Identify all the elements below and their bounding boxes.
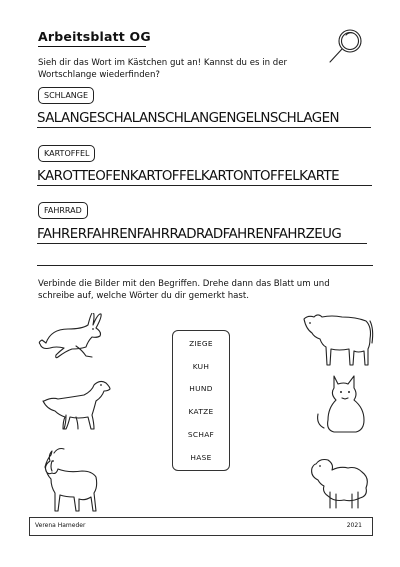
cat-drawing bbox=[314, 372, 370, 434]
sheep-drawing bbox=[310, 454, 372, 512]
word-snake-2: KAROTTEOFENKARTOFFELKARTONTOFFELKARTE bbox=[37, 169, 340, 184]
rabbit-drawing bbox=[36, 313, 106, 363]
instruction-find-word: Sieh dir das Wort im Kästchen gut an! Kannst du es in der Wortschlange wiederfinden? bbox=[38, 58, 288, 80]
snake-underline-3 bbox=[37, 243, 367, 244]
word-snake-3: FAHRERFAHRENFAHRRADRADFAHRENFAHRZEUG bbox=[37, 227, 342, 242]
word-katze[interactable]: KATZE bbox=[188, 407, 214, 416]
section-divider bbox=[37, 265, 373, 266]
snake-underline-2 bbox=[37, 185, 372, 186]
snake-underline-1 bbox=[37, 127, 371, 128]
footer-year: 2021 bbox=[346, 522, 362, 529]
cow-drawing bbox=[300, 311, 376, 369]
dog-drawing bbox=[40, 377, 112, 435]
footer-author: Verena Hameder bbox=[35, 522, 86, 529]
goat-drawing bbox=[40, 445, 106, 517]
word-box-kartoffel: KARTOFFEL bbox=[38, 145, 95, 162]
word-schaf[interactable]: SCHAF bbox=[187, 430, 215, 439]
word-kuh[interactable]: KUH bbox=[192, 362, 210, 371]
word-hase[interactable]: HASE bbox=[190, 453, 212, 462]
animal-word-list bbox=[172, 330, 230, 471]
word-snake-1: SALANGESCHALANSCHLANGENGELNSCHLAGEN bbox=[37, 111, 339, 126]
worksheet-title: Arbeitsblatt OG bbox=[38, 29, 151, 44]
word-box-schlange: SCHLANGE bbox=[38, 87, 94, 104]
footer-box bbox=[29, 517, 373, 536]
word-box-fahrrad: FAHRRAD bbox=[38, 202, 88, 219]
instruction-connect-pictures: Verbinde die Bilder mit den Begriffen. Drehe dann das Blatt um und schreibe auf, welche Wörter du dir gemerkt hast. bbox=[38, 279, 330, 301]
title-underline bbox=[38, 46, 146, 47]
word-ziege[interactable]: ZIEGE bbox=[189, 339, 213, 348]
word-hund[interactable]: HUND bbox=[189, 384, 213, 393]
